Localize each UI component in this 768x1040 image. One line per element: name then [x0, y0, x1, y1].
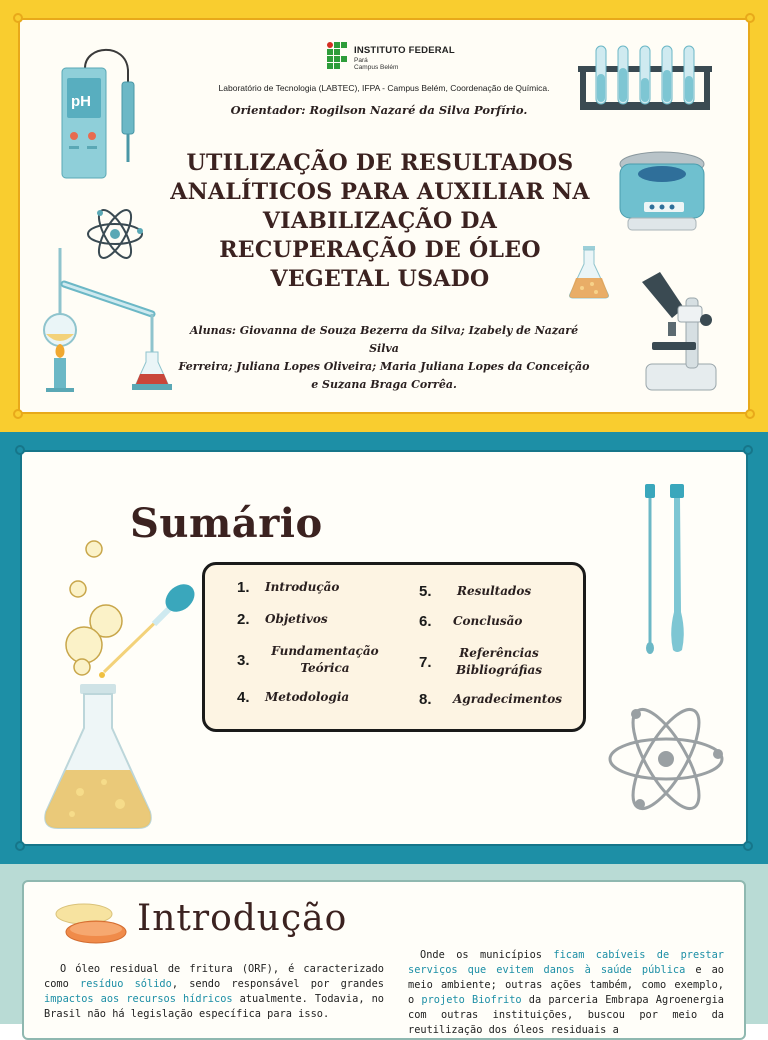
centrifuge-icon — [614, 148, 710, 236]
frame-corner — [745, 13, 755, 23]
lab-affiliation: Laboratório de Tecnologia (LABTEC), IFPA - Campus Belém, Coordenação de Química. — [218, 83, 550, 93]
toc-item-conclusao[interactable]: 6. Conclusão — [419, 613, 523, 630]
advisor-line: Orientador: Rogilson Nazaré da Silva Porfírio. — [230, 103, 528, 117]
logo-name: INSTITUTO FEDERAL — [354, 45, 455, 56]
frame-corner — [15, 445, 25, 455]
intro-paragraph-left: O óleo residual de fritura (ORF), é caracterizado como resíduo sólido, sendo responsável por grandes impactos aos recursos hídricos atualmente. Todavia, no Brasil não há legislação específica para isso. — [44, 963, 384, 1020]
toc-item-metodologia[interactable]: 4. Metodologia — [237, 689, 350, 706]
erlenmeyer-flask-icon — [40, 682, 156, 832]
logo-grid-icon — [327, 42, 349, 70]
intro-title: Introdução — [137, 898, 348, 939]
pipette-icon — [96, 580, 202, 680]
toc-item-referencias[interactable]: 7. Referências Bibliográfias — [419, 646, 542, 677]
toc-item-fundamentacao[interactable]: 3. Fundamentação Teórica — [237, 644, 379, 675]
svg-text:pH: pH — [71, 93, 91, 110]
table-of-contents — [202, 562, 586, 732]
microscope-icon — [638, 268, 722, 394]
frame-corner — [13, 13, 23, 23]
toc-item-resultados[interactable]: 5. Resultados — [419, 583, 532, 600]
toc-item-introducao[interactable]: 1. Introdução — [237, 579, 340, 596]
toc-item-objetivos[interactable]: 2. Objetivos — [237, 611, 328, 628]
frame-corner — [13, 409, 23, 419]
institute-logo — [327, 42, 477, 78]
cover-slide — [0, 0, 768, 432]
logo-subtitle: Pará Campus Belém — [354, 57, 399, 71]
spatula-icon — [640, 482, 690, 656]
distillation-apparatus-icon — [40, 244, 176, 396]
ph-meter-icon — [58, 40, 138, 182]
summary-slide — [0, 432, 768, 864]
erlenmeyer-flask-icon — [566, 244, 612, 300]
toc-item-agradecimentos[interactable]: 8. Agradecimentos — [419, 691, 563, 708]
test-tube-rack-icon — [576, 40, 714, 112]
frame-corner — [745, 409, 755, 419]
petri-dish-icon — [50, 900, 132, 948]
students-list: Alunas: Giovanna de Souza Bezerra da Silva; Izabely de Nazaré Silva Ferreira; Juliana Lopes Oliveira; Maria Juliana Lopes da Conceição e Suzana Braga Corrêa. — [178, 324, 590, 391]
intro-paragraph-right: Onde os municípios ficam cabíveis de prestar serviços que evitem danos à saúde pública e ao meio ambiente; outras ações também, como exemplo, o projeto Biofrito da parceria Embrapa Agroenergia com outras instituições, buscou por meio da reutilização dos óleos residuais a — [408, 949, 725, 1036]
summary-title: Sumário — [130, 500, 323, 547]
frame-corner — [743, 445, 753, 455]
frame-corner — [743, 841, 753, 851]
atom-icon — [606, 704, 726, 814]
frame-corner — [15, 841, 25, 851]
cover-title: UTILIZAÇÃO DE RESULTADOS ANALÍTICOS PARA AUXILIAR NA VIABILIZAÇÃO DA RECUPERAÇÃO DE ÓLEO VEGETAL USADO — [170, 150, 590, 292]
